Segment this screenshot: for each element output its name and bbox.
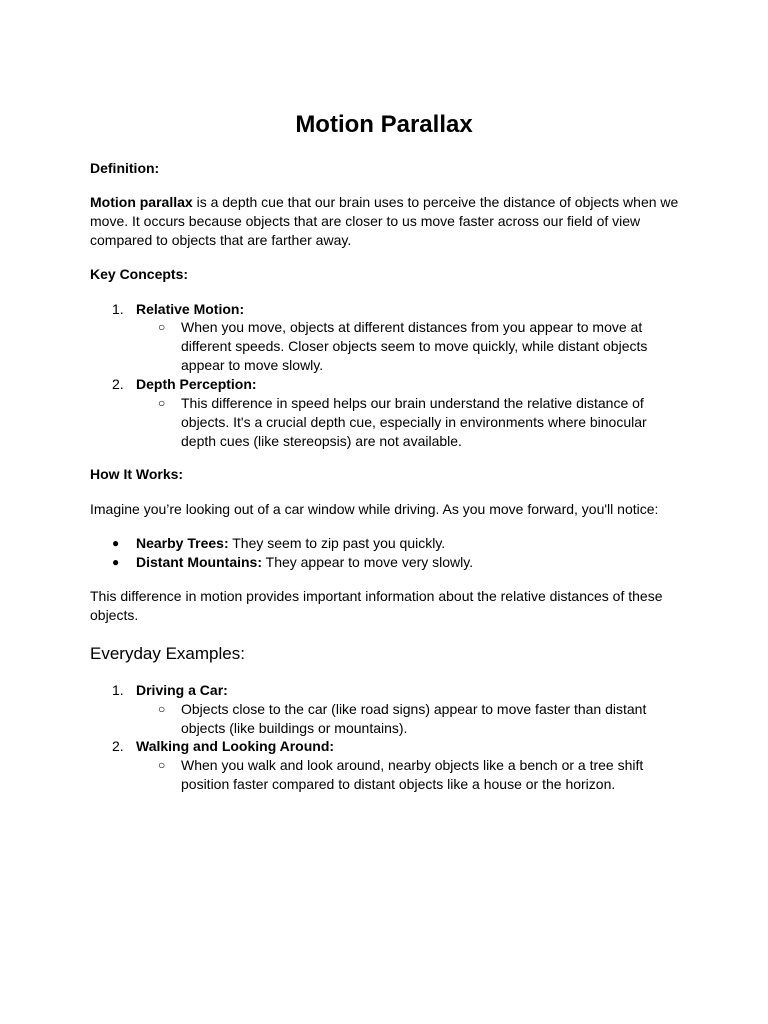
- everyday-examples-heading: Everyday Examples:: [90, 644, 245, 663]
- list-item-number: 1.: [112, 301, 124, 317]
- list-item-title: Depth Perception:: [136, 376, 257, 392]
- filled-bullet-icon: ●: [112, 536, 120, 550]
- hollow-bullet-icon: ○: [158, 396, 166, 410]
- list-item-text: When you move, objects at different distances from you appear to move at different speeds. Closer objects seem to move quickly, while distant objects appear to move slowly.: [181, 319, 648, 373]
- bullet-label: Distant Mountains:: [136, 554, 262, 570]
- how-it-works-heading: How It Works:: [90, 466, 184, 482]
- list-item-text: Objects close to the car (like road signs) appear to move faster than distant objects (like buildings or mountains).: [181, 701, 647, 736]
- list-item-title: Walking and Looking Around:: [136, 738, 335, 754]
- bullet-text: They seem to zip past you quickly.: [228, 535, 446, 551]
- list-item-number: 2.: [112, 738, 124, 754]
- definition-term: Motion parallax: [90, 194, 193, 210]
- definition-paragraph: [90, 193, 680, 250]
- list-item-title: Driving a Car:: [136, 682, 228, 698]
- list-item-number: 1.: [112, 682, 124, 698]
- page-title: Motion Parallax: [295, 111, 473, 138]
- how-it-works-conclusion: This difference in motion provides important information about the relative distances of these objects.: [90, 588, 663, 623]
- definition-text: is a depth cue that our brain uses to perceive the distance of objects when we move. It occurs because objects that are closer to us move faster across our field of view compared to objects that are farther away.: [90, 194, 679, 248]
- hollow-bullet-icon: ○: [158, 758, 166, 772]
- list-item-number: 2.: [112, 376, 124, 392]
- bullet-text: They appear to move very slowly.: [262, 554, 474, 570]
- bullet-label: Nearby Trees:: [136, 535, 229, 551]
- list-item-title: Relative Motion:: [136, 301, 245, 317]
- filled-bullet-icon: ●: [112, 555, 120, 569]
- hollow-bullet-icon: ○: [158, 320, 166, 334]
- hollow-bullet-icon: ○: [158, 702, 166, 716]
- definition-heading: Definition:: [90, 160, 160, 176]
- bullet-item: [136, 534, 445, 553]
- key-concepts-heading: Key Concepts:: [90, 266, 189, 282]
- bullet-item: [136, 553, 473, 572]
- how-it-works-intro: Imagine you’re looking out of a car window while driving. As you move forward, you'll notice:: [90, 501, 659, 517]
- list-item-text: This difference in speed helps our brain understand the relative distance of objects. It's a crucial depth cue, especially in environments where binocular depth cues (like stereopsis) are not available.: [181, 395, 647, 449]
- list-item-text: When you walk and look around, nearby objects like a bench or a tree shift position faster compared to distant objects like a house or the horizon.: [181, 757, 644, 792]
